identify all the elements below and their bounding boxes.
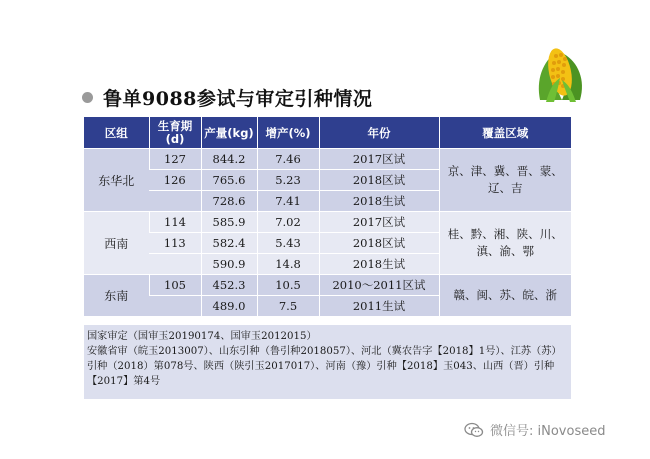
- watermark-text: 微信号: iNovoseed: [490, 424, 606, 439]
- yield-cell: 590.9: [201, 254, 257, 275]
- yield-cell: 728.6: [201, 191, 257, 212]
- yield-cell: 452.3: [201, 275, 257, 296]
- year-cell: 2011生试: [319, 296, 439, 317]
- yield-cell: 582.4: [201, 233, 257, 254]
- year-cell: 2017区试: [319, 149, 439, 170]
- header-growth-label: 生育期: [157, 118, 193, 133]
- year-cell: 2018生试: [319, 191, 439, 212]
- page-title: 鲁单9088参试与审定引种情况: [103, 88, 373, 110]
- yield-cell: 765.6: [201, 170, 257, 191]
- header-increase: 增产(%): [257, 117, 319, 149]
- yield-cell: 489.0: [201, 296, 257, 317]
- header-coverage: 覆盖区域: [439, 117, 571, 149]
- coverage-cell: 赣、闽、苏、皖、浙: [439, 275, 571, 317]
- trial-table: [84, 117, 571, 316]
- coverage-cell: 京、津、冀、晋、蒙、辽、吉: [439, 149, 571, 212]
- days-cell: 126: [149, 170, 201, 191]
- table-row: [84, 212, 571, 233]
- header-growth: [149, 117, 201, 149]
- days-cell: [149, 296, 201, 317]
- header-yield: 产量(kg): [201, 117, 257, 149]
- year-cell: 2018区试: [319, 233, 439, 254]
- year-cell: 2017区试: [319, 212, 439, 233]
- days-cell: 105: [149, 275, 201, 296]
- region-cell: 西南: [84, 212, 149, 275]
- increase-cell: 10.5: [257, 275, 319, 296]
- approval-note: [84, 325, 571, 399]
- header-growth-unit: (d): [165, 131, 185, 146]
- region-cell: 东华北: [84, 149, 149, 212]
- year-cell: 2018生试: [319, 254, 439, 275]
- note-line-national: 国家审定（国审玉20190174、国审玉2012015）: [87, 331, 317, 342]
- increase-cell: 5.23: [257, 170, 319, 191]
- table-header-row: [84, 117, 571, 149]
- increase-cell: 7.02: [257, 212, 319, 233]
- year-cell: 2010～2011区试: [319, 275, 439, 296]
- days-cell: [149, 254, 201, 275]
- days-cell: 113: [149, 233, 201, 254]
- days-cell: [149, 191, 201, 212]
- days-cell: 114: [149, 212, 201, 233]
- coverage-cell: 桂、黔、湘、陕、川、滇、渝、鄂: [439, 212, 571, 275]
- increase-cell: 7.5: [257, 296, 319, 317]
- year-cell: 2018区试: [319, 170, 439, 191]
- increase-cell: 7.46: [257, 149, 319, 170]
- increase-cell: 7.41: [257, 191, 319, 212]
- header-region: 区组: [84, 117, 149, 149]
- days-cell: 127: [149, 149, 201, 170]
- note-line-provincial: 安徽省审（皖玉2013007）、山东引种（鲁引种2018057）、河北（冀农告字【2018】1号）、江苏（苏）引种（2018）第078号、陕西（陕引玉2017017）、河南（豫）引种【2018】玉043、山西（晋）引种【2017】第4号: [87, 346, 562, 387]
- wechat-icon: [464, 422, 484, 438]
- increase-cell: 14.8: [257, 254, 319, 275]
- bullet-icon: [82, 92, 93, 103]
- table-row: [84, 149, 571, 170]
- title-row: [82, 84, 372, 111]
- header-year: 年份: [319, 117, 439, 149]
- table-row: [84, 275, 571, 296]
- yield-cell: 844.2: [201, 149, 257, 170]
- increase-cell: 5.43: [257, 233, 319, 254]
- wechat-watermark: [464, 420, 605, 439]
- yield-cell: 585.9: [201, 212, 257, 233]
- region-cell: 东南: [84, 275, 149, 317]
- corn-icon: [532, 40, 588, 104]
